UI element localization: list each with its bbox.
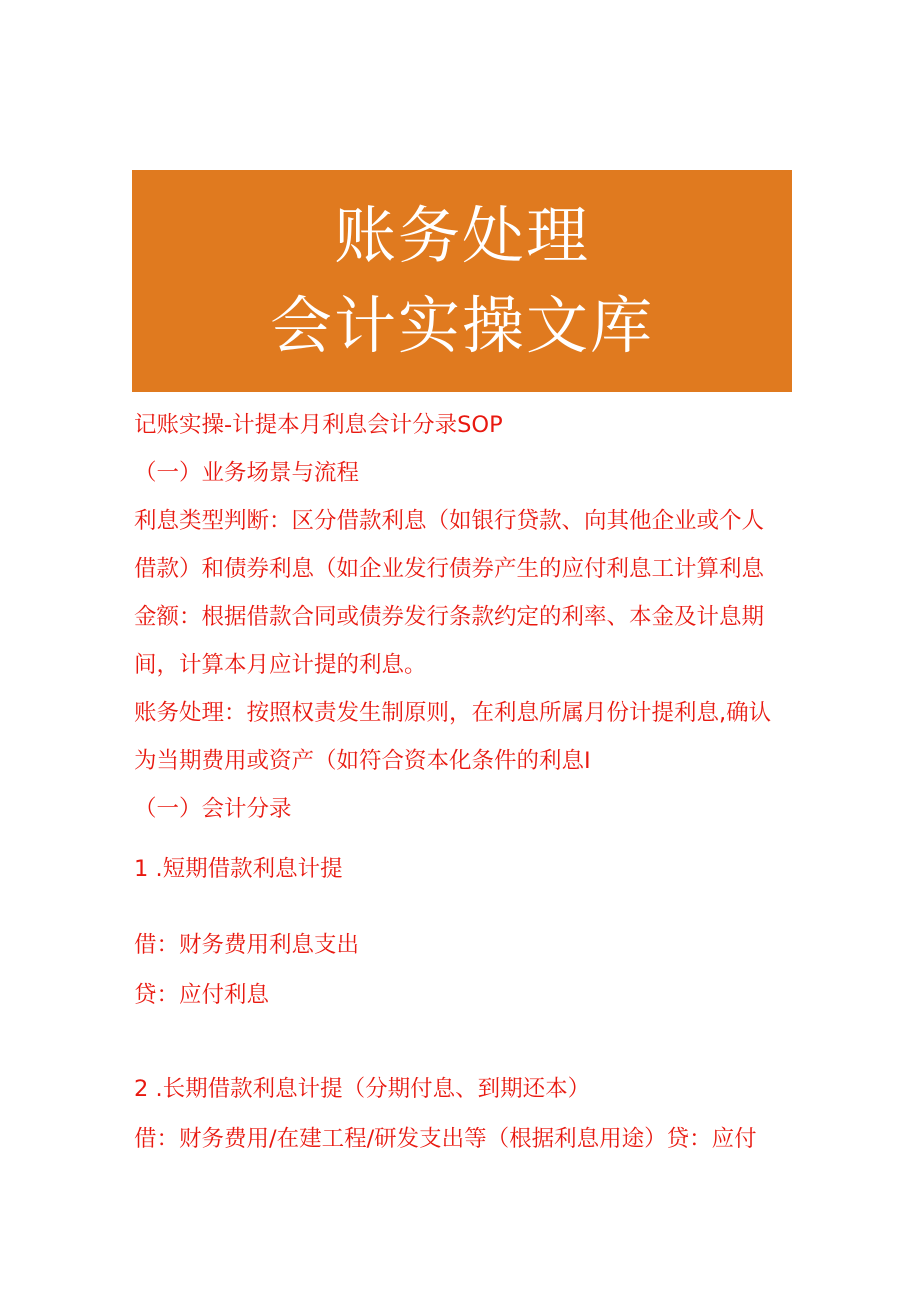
title-banner: [132, 170, 792, 392]
document-title: 记账实操-计提本月利息会计分录SOP: [134, 412, 503, 438]
paragraph-interest-type-line-2: 借款）和债券利息（如企业发行债券产生的应付利息工计算利息: [134, 556, 765, 582]
paragraph-accounting-line-2: 为当期费用或资产（如符合资本化条件的利息I: [134, 748, 591, 774]
paragraph-accounting-line-1: 账务处理：按照权责发生制原则，在利息所属月份计提利息,确认: [134, 700, 772, 726]
section-heading-entries: （一）会计分录: [134, 796, 292, 822]
item-short-term-credit: 贷：应付利息: [134, 982, 270, 1008]
banner-title-line-1: 账务处理: [333, 199, 590, 273]
banner-title-line-2: 会计实操文库: [269, 289, 654, 362]
item-long-term-entry: 借：财务费用/在建工程/研发支出等（根据利息用途）贷：应付: [134, 1126, 757, 1152]
item-short-term-heading: 1 .短期借款利息计提: [134, 856, 343, 882]
paragraph-amount-line-2: 间，计算本月应计提的利息。: [134, 652, 427, 678]
paragraph-interest-type-line-1: 利息类型判断：区分借款利息（如银行贷款、向其他企业或个人: [134, 508, 765, 534]
section-heading-scenario: （一）业务场景与流程: [134, 460, 360, 486]
paragraph-amount-line-1: 金额：根据借款合同或债券发行条款约定的利率、本金及计息期: [134, 604, 765, 630]
item-short-term-debit: 借：财务费用利息支出: [134, 932, 360, 958]
item-long-term-heading: 2 .长期借款利息计提（分期付息、到期还本）: [134, 1076, 591, 1102]
